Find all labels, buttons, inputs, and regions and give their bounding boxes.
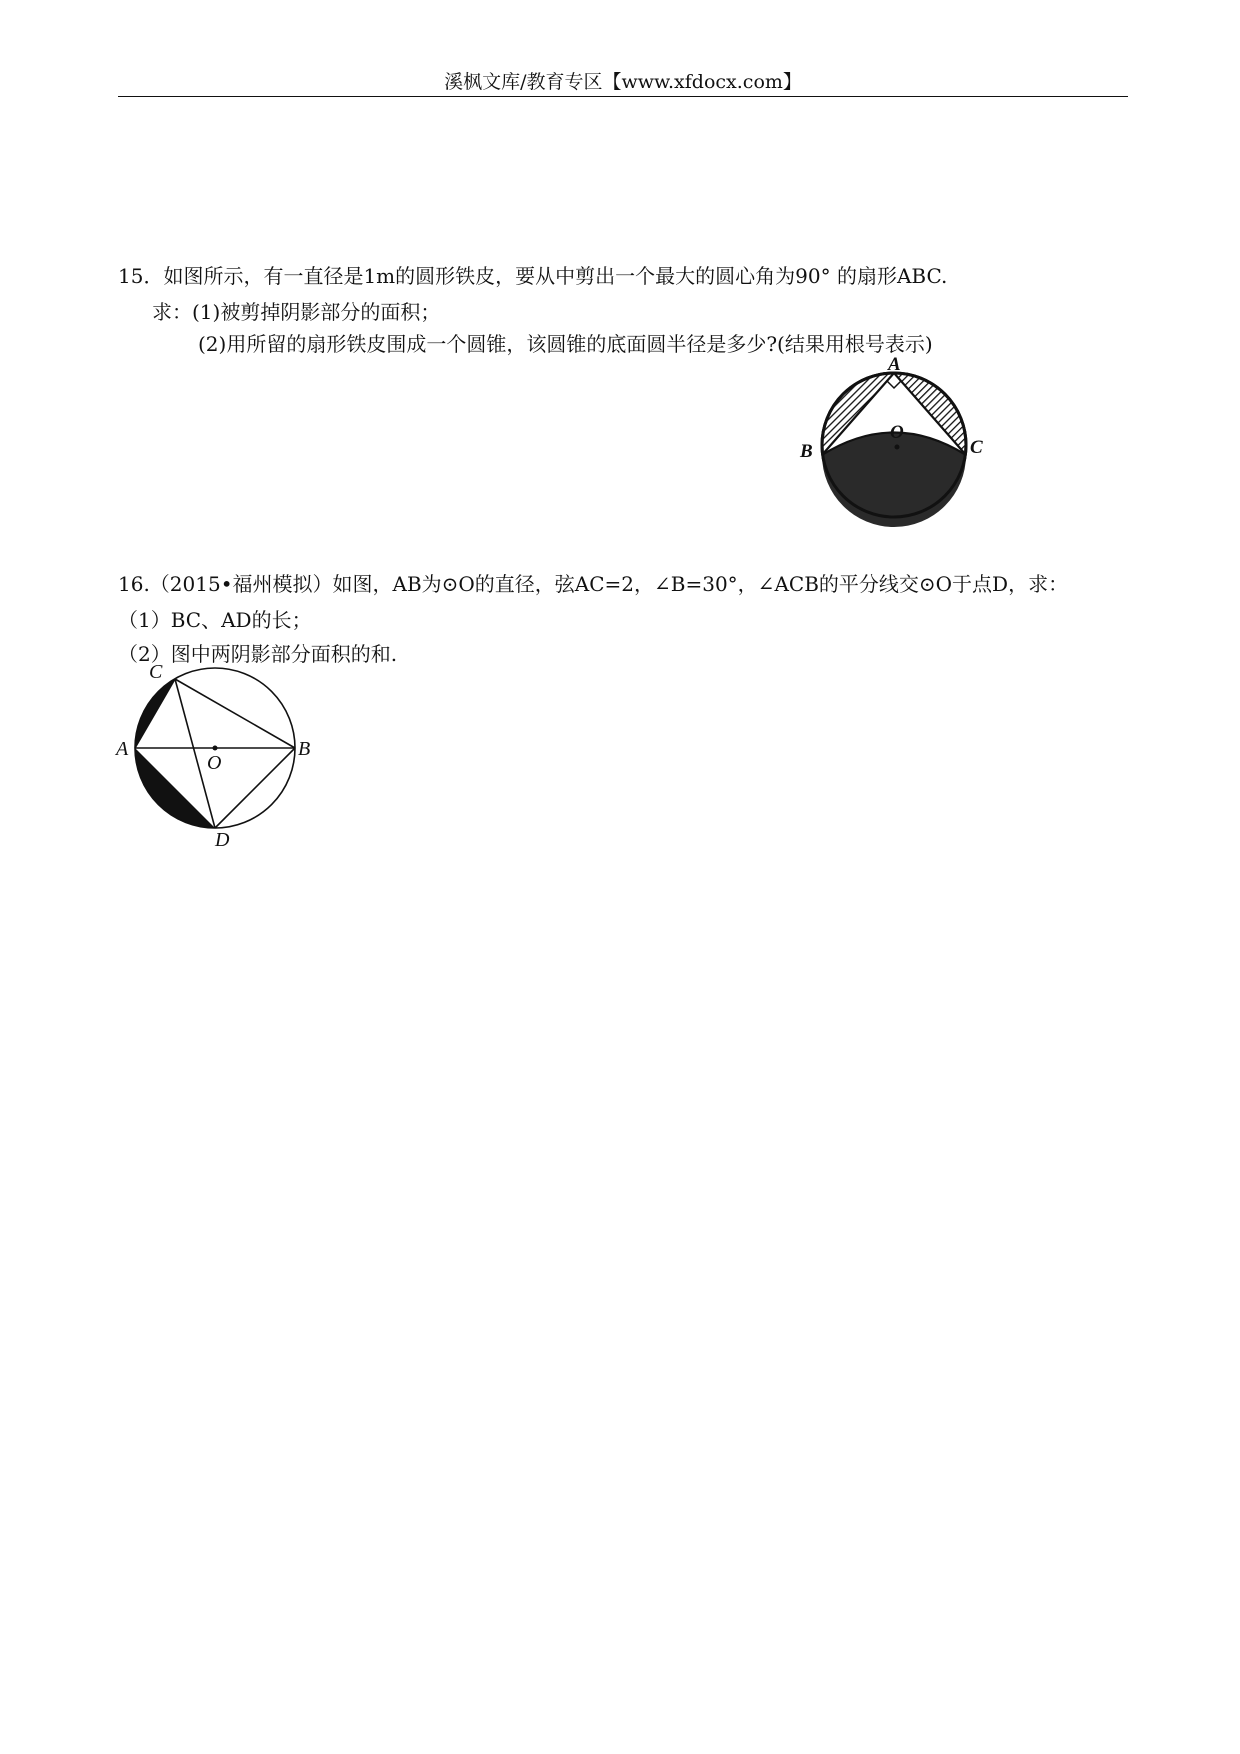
problem-16-question-1: （1）BC、AD的长； [118,608,312,632]
chord-db [215,748,295,828]
label-O: O [207,752,222,774]
label-A: A [116,738,129,760]
label-C: C [970,437,983,458]
page-header: 溪枫文库/教育专区【www.xfdocx.com】 [444,71,802,93]
center-point [895,445,900,450]
problem-16-figure [115,661,315,851]
bottom-shaded-segment [822,433,966,528]
problem-15-question-1: 求：(1)被剪掉阴影部分的面积； [152,300,441,324]
chord-ac [135,679,175,748]
problem-16-question-2: （2）图中两阴影部分面积的和. [118,642,398,666]
chord-cb [175,679,295,748]
label-B: B [298,738,311,760]
problem-15-figure [800,355,1000,525]
label-B: B [800,441,813,462]
problem-16-statement: 16.（2015•福州模拟）如图，AB为⊙O的直径，弦AC=2，∠B=30°，∠ACB的平分线交⊙O于点D，求： [118,572,1069,596]
shaded-segment-ad [135,748,215,828]
header-divider [118,96,1128,97]
center-point [213,746,218,751]
label-D: D [215,829,230,851]
label-A: A [888,354,901,375]
label-O: O [890,422,904,443]
label-C: C [149,661,163,683]
problem-15-question-2: (2)用所留的扇形铁皮围成一个圆锥，该圆锥的底面圆半径是多少?(结果用根号表示) [198,332,933,356]
problem-15-statement: 15．如图所示，有一直径是1m的圆形铁皮，要从中剪出一个最大的圆心角为90° 的扇形ABC. [118,264,948,288]
